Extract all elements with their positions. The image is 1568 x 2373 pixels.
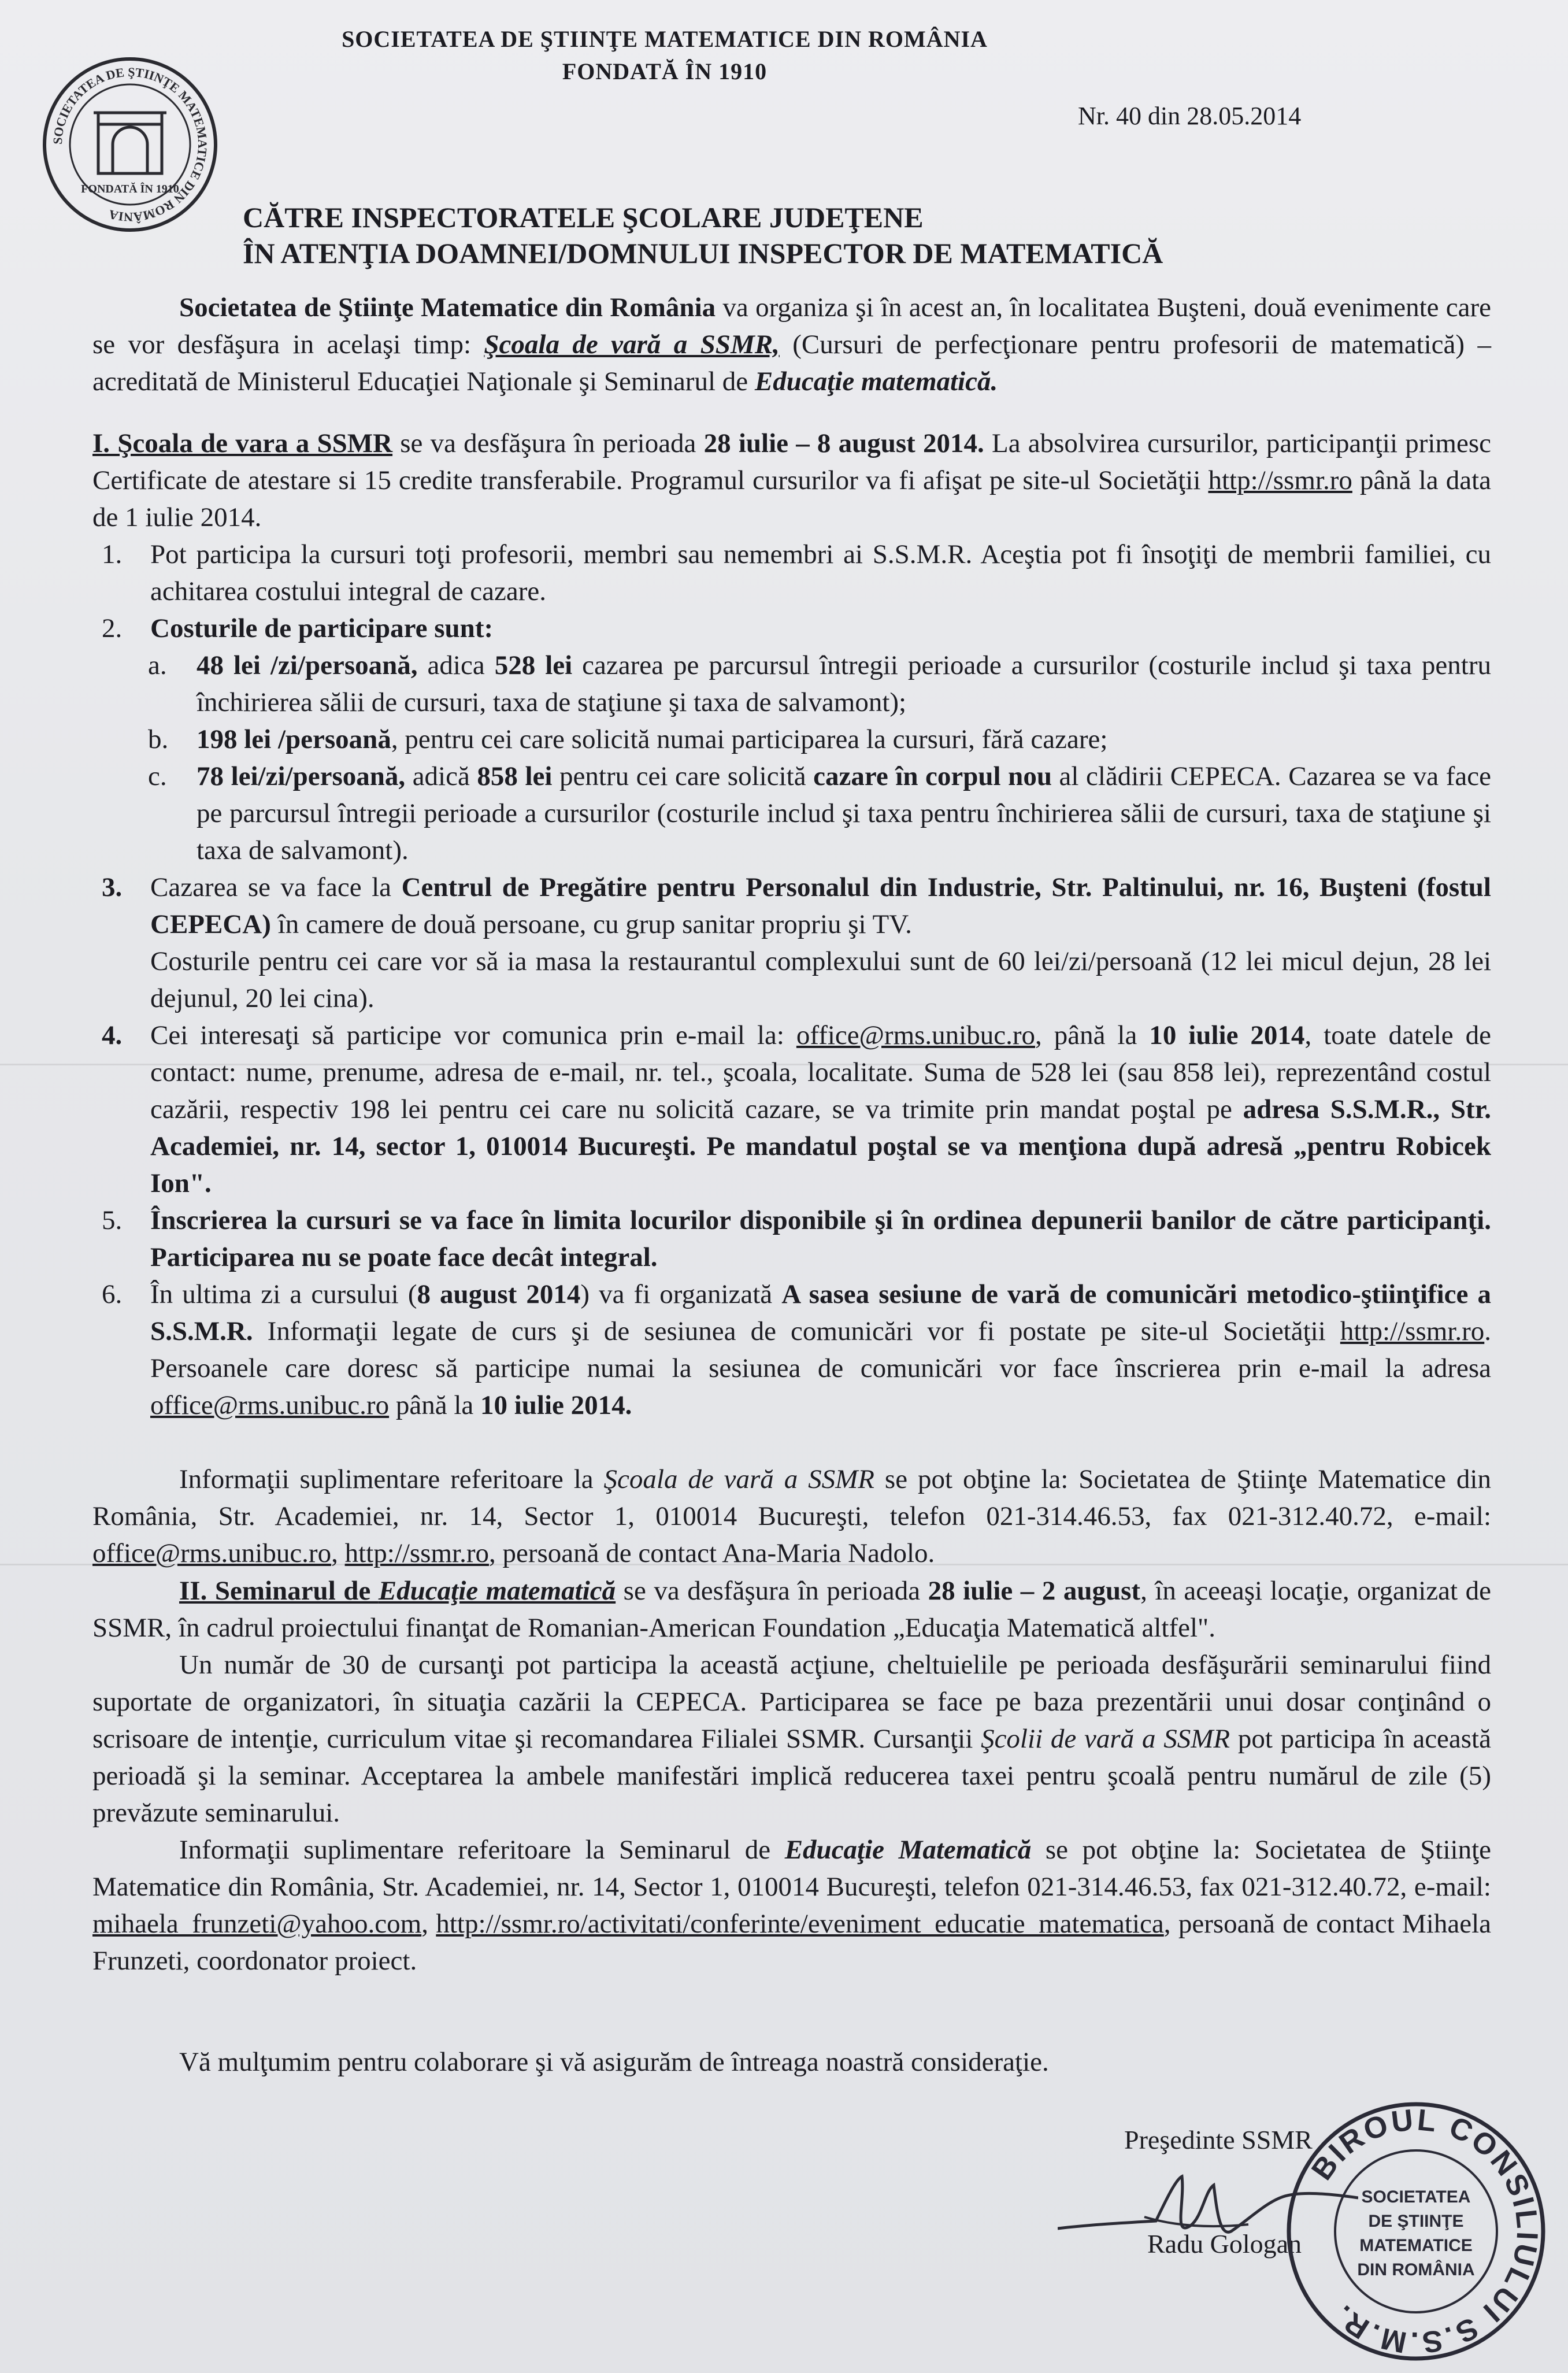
section-text: se va desfăşura în perioada [616,1576,928,1606]
ssmr-link[interactable]: http://ssmr.ro [1340,1316,1485,1346]
item-text: până la [389,1390,480,1420]
item-emphasis: cazare în corpul nou [813,761,1052,791]
list-item [92,1017,1491,1202]
item-number: 6. [102,1279,123,1309]
item-text: adica [417,650,495,680]
council-stamp [1283,2098,1549,2364]
stamp-inner-line-1: SOCIETATEA [1361,2187,1471,2207]
closing-paragraph [92,2043,1491,2080]
item-number: 2. [102,613,123,643]
section-2-heading: II. Seminarul de [179,1576,379,1606]
section-text: , în aceeaşi locaţie, organizat de SSMR, în cadrul proiectului finanţat de Romanian-American Foundation „Educaţia Matematică altfel". [92,1576,1491,1643]
item-number: 1. [102,539,123,569]
item-number: 4. [102,1020,123,1050]
item-text: Înscrierea la cursuri se va face în limita locurilor disponibile şi în ordinea depunerii banilor de către participanţi. Participarea nu se poate face decât integral. [150,1205,1491,1272]
item-text: Cei interesaţi să participe vor comunica prin e-mail la: [150,1020,796,1050]
seminar-name: Educaţie Matematică [784,1835,1032,1865]
venue: Centrul de Pregătire pentru Personalul din Industrie, Str. Paltinului, nr. 16, Buşteni (fostul CEPECA) [150,872,1491,939]
list-item [92,869,1491,1017]
item-text: . Persoanele care doresc să participe numai la sesiunea de comunicări vor face înscrierea prin e-mail la adresa [150,1316,1491,1383]
info-text: Informaţii suplimentare referitoare la [179,1464,604,1494]
addressee-line-2: ÎN ATENŢIA DOAMNEI/DOMNULUI INSPECTOR DE MATEMATICĂ [243,237,1163,269]
price: 48 lei /zi/persoană, [197,650,418,680]
intro-paragraph [92,289,1491,400]
arch-icon [94,113,166,173]
date: 8 august 2014 [417,1279,581,1309]
item-text: al clădirii CEPECA. Cazarea se va face pe parcursul întregii perioade a cursurilor (costurile includ şi taxa pentru închirierea sălii de cursuri, taxa de staţiune şi taxa de salvamont). [197,761,1491,865]
seminar-name: Educaţie matematică. [754,366,998,397]
section-text: până la data de 1 iulie 2014. [92,465,1492,532]
school-name: Şcolii de vară a SSMR [981,1724,1230,1754]
stamp-inner-line-2: DE ŞTIINŢE [1368,2212,1464,2231]
email-link[interactable]: office@rms.unibuc.ro [796,1020,1035,1050]
ssmr-link[interactable]: http://ssmr.ro [1208,465,1352,495]
section-text: pot participa în această perioadă şi la seminar. Acceptarea la ambele manifestări implică reducerea taxei pentru şcoală pentru numărul de zile (5) prevăzute seminarului. [92,1724,1491,1828]
price: 528 lei [494,650,573,680]
document-number: Nr. 40 din 28.05.2014 [1078,102,1302,130]
list-item [92,610,1491,647]
item-text: , pentru cei care solicită numai participarea la cursuri, fără cazare; [391,724,1108,754]
section-text: se pot obţine la: Societatea de Ştiinţe Matematice din România, Str. Academiei, nr. 14, Sector 1, 010014 Bucureşti, telefon 021-314.46.53, fax 021-312.40.72, e-mail: [92,1835,1492,1902]
founded-line: FONDATĂ ÎN 1910 [562,58,768,84]
seminar-period: 28 iulie – 2 august [928,1576,1141,1606]
section-1-heading: I. Şcoala de vara a SSMR [92,428,393,458]
seminar-name: Educaţie matematică [378,1576,616,1606]
addressee [243,199,1341,271]
school-name: Şcoala de vară a SSMR [603,1464,874,1494]
list-item [92,536,1491,610]
section-text: , persoană de contact Mihaela Frunzeti, coordonator proiect. [92,1909,1491,1976]
item-text: Costurile de participare sunt: [150,613,494,643]
sub-item [92,647,1491,721]
postal-address: adresa S.S.M.R., Str. Academiei, nr. 14, sector 1, 010014 Bucureşti. Pe mandatul poştal se va menţiona după adresă „pentru Robicek Ion". [150,1094,1491,1198]
addressee-line-1: CĂTRE INSPECTORATELE ŞCOLARE JUDEŢENE [243,201,924,234]
section-1 [92,425,1491,1572]
stamp-ring-text: BIROUL CONSILIULUI S.S.M.R. [1305,2103,1544,2360]
society-name: SOCIETATEA DE ŞTIINŢE MATEMATICE DIN ROMÂNIA [342,26,988,52]
logo-ring-text: SOCIETATEA DE ŞTIINŢE MATEMATICE DIN ROMÂNIA [50,64,210,225]
item-text: ) va fi organizată [580,1279,782,1309]
section-text: se va desfăşura în perioada [392,428,704,458]
closing-text: Vă mulţumim pentru colaborare şi vă asigurăm de întreaga noastră consideraţie. [179,2047,1049,2077]
sub-item-letter: b. [148,724,169,754]
seminar-link[interactable]: http://ssmr.ro/activitati/conferinte/eveniment_educatie_matematica [436,1909,1164,1939]
info-text: , persoană de contact Ana-Maria Nadolo. [488,1538,935,1568]
stamp-inner-line-3: MATEMATICE [1359,2236,1473,2255]
sub-item-letter: a. [148,650,167,680]
price: 78 lei/zi/persoană, [197,761,406,791]
ssmr-link[interactable]: http://ssmr.ro [344,1538,489,1568]
section-text: Un număr de 30 de cursanţi pot participa la această acţiune, cheltuielile pe perioada desfăşurării seminarului fiind suportate de organizatori, în situaţia cazării la CEPECA. Participarea se face pe baza prezentării unui dosar conţinând o scrisoare de intenţie, curriculum vitae şi recomandarea Filialei SSMR. Cursanţii [92,1650,1491,1754]
section-1-info [92,1461,1491,1572]
item-text: Informaţii legate de curs şi de sesiunea de comunicări vor fi postate pe site-ul Societăţii [253,1316,1340,1346]
item-text: , până la [1035,1020,1150,1050]
deadline: 10 iulie 2014. [480,1390,632,1420]
email-link[interactable]: mihaela_frunzeti@yahoo.com [92,1909,422,1939]
school-name: Şcoala de vară a SSMR, [484,330,780,360]
item-text: Cazarea se va face la [150,872,402,902]
session-name: A sasea sesiune de vară de comunicări metodico-ştiinţifice a S.S.M.R. [150,1279,1491,1346]
section-text: La absolvirea cursurilor, participanţii primesc Certificate de atestare si 15 credite transferabile. Programul cursurilor va fi afişat pe site-ul Societăţii [92,428,1491,495]
school-period: 28 iulie – 8 august 2014. [703,428,984,458]
item-text: , toate datele de contact: nume, prenume, adresa de e-mail, nr. tel., şcoala, localitate. Suma de 528 lei (sau 858 lei), reprezentând costul cazării, respectiv 198 lei pentru cei care nu solicită cazare, se va trimite prin mandat poştal pe [150,1020,1491,1124]
society-logo-seal [40,55,220,234]
price: 858 lei [477,761,553,791]
org-name: Societatea de Ştiinţe Matematice din România [179,293,716,323]
item-number: 3. [102,872,123,902]
info-text: , [331,1538,345,1568]
item-number: 5. [102,1205,123,1235]
section-2 [92,1572,1491,1979]
item-text: Pot participa la cursuri toţi profesorii, membri sau nemembri ai S.S.M.R. Aceştia pot fi însoţiţi de membrii familiei, cu achitarea costului integral de cazare. [150,539,1491,606]
stamp-inner-line-4: DIN ROMÂNIA [1357,2260,1475,2279]
list-item [92,1202,1491,1276]
sub-item [92,721,1491,758]
intro-text: (Cursuri de perfecţionare pentru profesorii de matematică) – acreditată de Ministerul Educaţiei Naţionale şi Seminarul de [92,330,1491,397]
item-text: cazarea pe parcursul întregii perioade a cursurilor (costurile includ şi taxa pentru închirierea sălii de cursuri, taxa de staţiune şi taxa de salvamont); [197,650,1491,717]
svg-text:SOCIETATEA DE ŞTIINŢE MATEMATI [50,65,210,224]
item-text: în camere de două persoane, cu grup sanitar propriu şi TV. [270,909,912,939]
section-text: , [421,1909,436,1939]
deadline: 10 iulie 2014 [1149,1020,1305,1050]
item-text: În ultima zi a cursului ( [150,1279,417,1309]
letterhead [231,23,1098,88]
info-text: se pot obţine la: Societatea de Ştiinţe Matematice din România, Str. Academiei, nr. 14, Sector 1, 010014 Bucureşti, telefon 021-314.46.53, fax 021-312.40.72, e-mail: [92,1464,1491,1531]
sub-item-letter: c. [148,761,167,791]
price: 198 lei /persoană [197,724,391,754]
sub-item [92,758,1491,869]
section-text: Informaţii suplimentare referitoare la Seminarul de [179,1835,785,1865]
email-link[interactable]: office@rms.unibuc.ro [150,1390,390,1420]
logo-bottom-text: FONDATĂ ÎN 1910 [81,183,179,195]
list-item [92,1276,1491,1424]
meal-costs: Costurile pentru cei care vor să ia masa la restaurantul complexului sunt de 60 lei/zi/persoană (12 lei micul dejun, 28 lei dejunul, 20 lei cina). [150,946,1491,1013]
item-text: adică [405,761,477,791]
intro-text: va organiza şi în acest an, în localitatea Buşteni, două evenimente care se vor desfăşura in acelaşi timp: [92,293,1491,360]
email-link[interactable]: office@rms.unibuc.ro [92,1538,332,1568]
item-text: pentru cei care solicită [552,761,814,791]
signer-name: Radu Gologan [1147,2229,1302,2259]
signer-title: Preşedinte SSMR [1124,2125,1313,2154]
